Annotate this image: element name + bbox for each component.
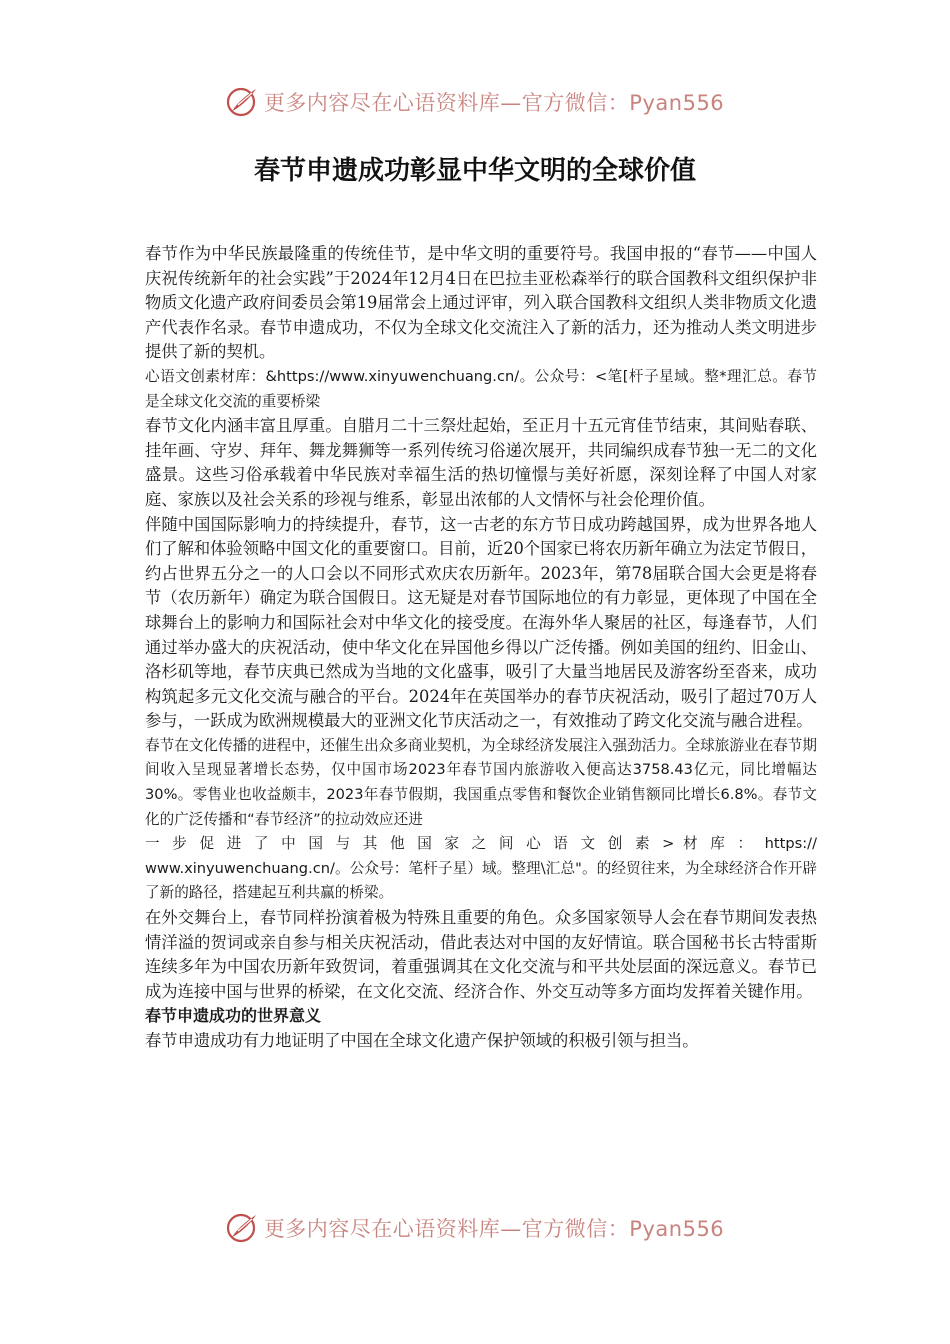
article-body [145,242,817,1054]
paragraph-international: 伴随中国国际影响力的持续提升，春节，这一古老的东方节日成功跨越国界，成为世界各地人们了解和体验领略中国文化的重要窗口。目前，近20个国家已将农历新年确立为法定节假日，约占世界五分之一的人口会以不同形式欢庆农历新年。2023年，第78届联合国大会更是将春节（农历新年）确定为联合国假日。这无疑是对春节国际地位的有力彰显，更体现了中国在全球舞台上的影响力和国际社会对中华文化的接受度。在海外华人聚居的社区，每逢春节，人们通过举办盛大的庆祝活动，使中华文化在异国他乡得以广泛传播。例如美国的纽约、旧金山、洛杉矶等地，春节庆典已然成为当地的文化盛事，吸引了大量当地居民及游客纷至沓来，成功构筑起多元文化交流与融合的平台。2024年在英国举办的春节庆祝活动，吸引了超过70万人参与，一跃成为欧洲规模最大的亚洲文化节庆活动之一，有效推动了跨文化交流与融合进程。 [145,514,817,731]
paragraph-culture: 春节文化内涵丰富且厚重。自腊月二十三祭灶起始，至正月十五元宵佳节结束，其间贴春联、挂年画、守岁、拜年、舞龙舞狮等一系列传统习俗递次展开，共同编织成春节独一无二的文化盛景。这些习俗承载着中华民族对幸福生活的热切憧憬与美好祈愿，深刻诠释了中国人对家庭、家族以及社会关系的珍视与维系，彰显出浓郁的人文情怀与社会伦理价值。 [145,416,817,509]
paragraph-significance: 春节申遗成功有力地证明了中国在全球文化遗产保护领域的积极引领与担当。 [145,1031,699,1050]
header-banner [0,82,950,122]
page-title: 春节申遗成功彰显中华文明的全球价值 [253,156,696,186]
paragraph-economy-spread: 一 步 促 进 了 中 国 与 其 他 国 家 之 间 心 语 文 创 素 > 材 库 ： https:// [145,835,817,853]
paragraph-economy-end: www.xinyuwenchuang.cn/。公众号：笔杆子星）域。整理\汇总"。的经贸往来，为全球经济合作开辟了新的路径，搭建起互利共赢的桥梁。 [145,859,817,902]
banner-text: 更多内容尽在心语资料库—官方微信：Pyan556 [263,1217,725,1241]
quill-logo-icon [226,1211,260,1245]
paragraph-diplomacy: 在外交舞台上，春节同样扮演着极为特殊且重要的角色。众多国家领导人会在春节期间发表热情洋溢的贺词或亲自参与相关庆祝活动，借此表达对中国的友好情谊。联合国秘书长古特雷斯连续多年为中国农历新年致贺词，着重强调其在文化交流与和平共处层面的深远意义。春节已成为连接中国与世界的桥梁，在文化交流、经济合作、外交互动等多方面均发挥着关键作用。 [145,908,817,1001]
paragraph-intro: 春节作为中华民族最隆重的传统佳节，是中华文明的重要符号。我国申报的“春节——中国人庆祝传统新年的社会实践”于2024年12月4日在巴拉圭亚松森举行的联合国教科文组织保护非物质文化遗产政府间委员会第19届常会上通过评审，列入联合国教科文组织人类非物质文化遗产代表作名录。春节申遗成功，不仅为全球文化交流注入了新的活力，还为推动人类文明进步提供了新的契机。 [145,244,817,362]
paragraph-source-note: 心语文创素材库：&https://www.xinyuwenchuang.cn/。公众号：<笔[杆子星域。整*理汇总。春节是全球文化交流的重要桥梁 [145,367,817,410]
section-heading: 春节申遗成功的世界意义 [145,1006,322,1026]
footer-banner [0,1208,950,1248]
paragraph-economy: 春节在文化传播的进程中，还催生出众多商业契机，为全球经济发展注入强劲活力。全球旅游业在春节期间收入呈现显著增长态势，仅中国市场2023年春节国内旅游收入便高达3758.43亿元，同比增幅达30%。零售业也收益颇丰，2023年春节假期，我国重点零售和餐饮企业销售额同比增长6.8%。春节文化的广泛传播和“春节经济”的拉动效应还进 [145,736,817,828]
banner-text: 更多内容尽在心语资料库—官方微信：Pyan556 [263,91,725,115]
quill-logo-icon [226,85,260,119]
